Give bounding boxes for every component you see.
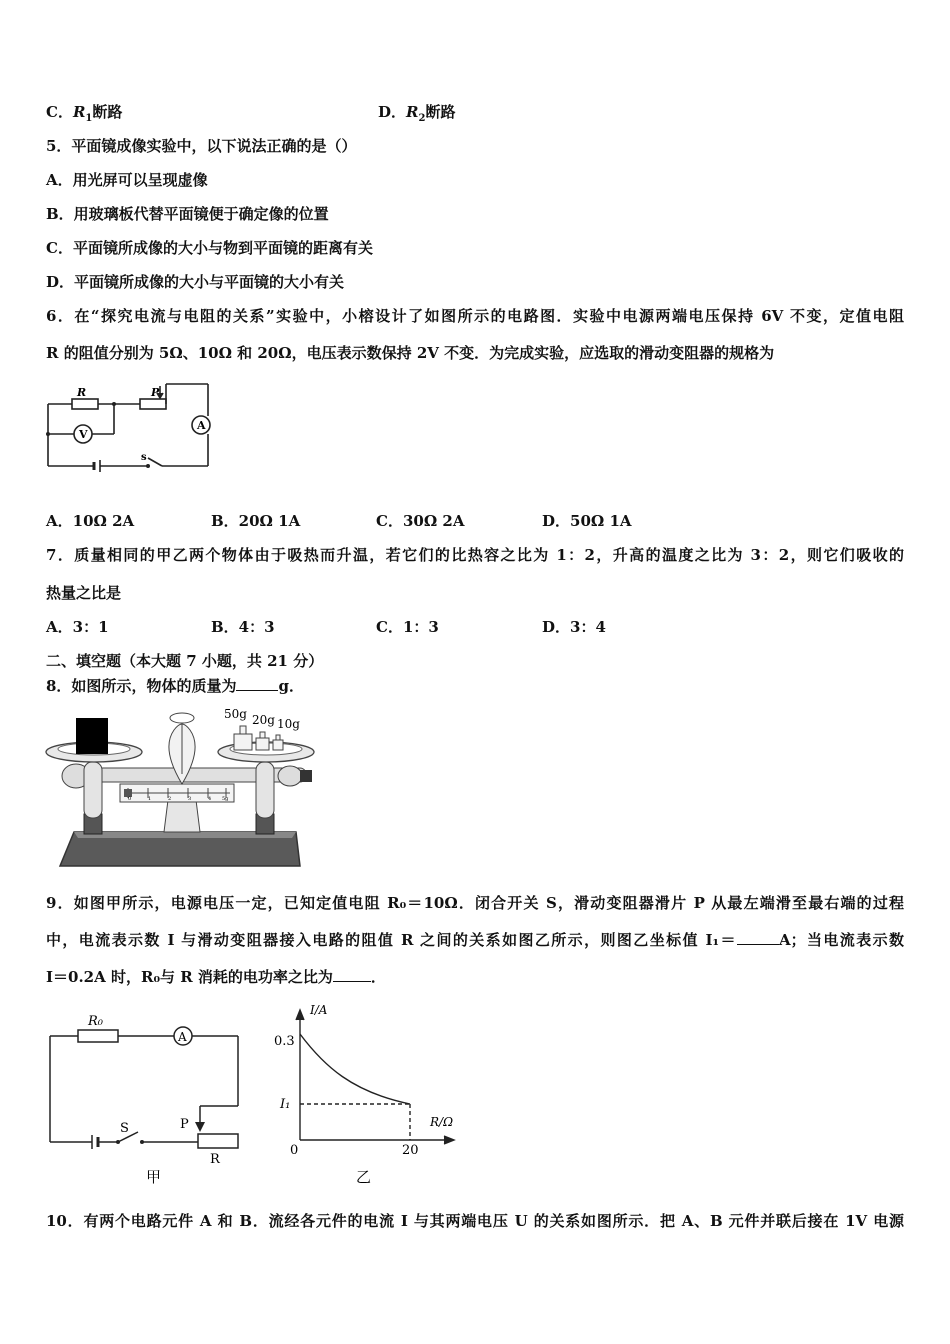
svg-text:2: 2 bbox=[168, 796, 172, 802]
q9-line2: 中，电流表示数 I 与滑动变阻器接入电路的阻值 R 之间的关系如图乙所示，则图乙坐标值 I₁＝ A；当电流表示数 bbox=[46, 931, 904, 949]
balance-scale-figure bbox=[44, 704, 326, 870]
answer-blank-power-ratio bbox=[333, 967, 371, 982]
q9-line3: I＝0.2A 时，R₀与 R 消耗的电功率之比为 ． bbox=[46, 968, 386, 986]
q5-option-a: A．用光屏可以呈现虚像 bbox=[46, 171, 208, 189]
q7-option-a: A．3：1 bbox=[46, 618, 109, 636]
label-ammeter: A bbox=[178, 1030, 187, 1044]
label-switch-s: S bbox=[120, 1121, 129, 1136]
section-title-fill-in: 二、填空题（本大题 7 小题，共 21 分） bbox=[46, 652, 324, 670]
label-rheostat-r: R bbox=[210, 1152, 220, 1167]
y-tick-0-3: 0.3 bbox=[274, 1034, 295, 1049]
caption-yi: 乙 bbox=[356, 1168, 372, 1186]
q8-stem: 8．如图所示，物体的质量为 g． bbox=[46, 677, 304, 695]
q6-option-d: D．50Ω 1A bbox=[542, 512, 632, 530]
svg-text:0: 0 bbox=[128, 796, 132, 802]
q6-label-r: R bbox=[77, 386, 87, 399]
q6-option-c: C．30Ω 2A bbox=[376, 512, 465, 530]
q6-label-a: A bbox=[197, 419, 206, 432]
q6-stem-line2: R 的阻值分别为 5Ω、10Ω 和 20Ω，电压表示数保持 2V 不变．为完成实验，应选取的滑动变阻器的规格为 bbox=[46, 344, 775, 362]
option-c-r1-open: C．$R_1$断路 bbox=[46, 103, 123, 124]
q6-circuit-figure bbox=[44, 376, 216, 476]
answer-blank bbox=[236, 676, 278, 691]
q5-stem: 5．平面镜成像实验中，以下说法正确的是（） bbox=[46, 137, 357, 155]
y-axis-label: I/A bbox=[310, 1003, 328, 1017]
label-50g: 50g bbox=[224, 707, 247, 721]
weight-10g bbox=[273, 740, 283, 750]
svg-text:4: 4 bbox=[208, 796, 212, 802]
caption-jia: 甲 bbox=[146, 1168, 162, 1186]
q5-option-b: B．用玻璃板代替平面镜便于确定像的位置 bbox=[46, 205, 329, 223]
q9-graph-yi bbox=[272, 1000, 472, 1190]
weight-50g bbox=[234, 734, 252, 750]
svg-text:5g: 5g bbox=[222, 796, 229, 802]
origin-label: 0 bbox=[290, 1143, 299, 1158]
label-slider-p: P bbox=[180, 1117, 189, 1132]
q5-option-d: D．平面镜所成像的大小与平面镜的大小有关 bbox=[46, 273, 345, 291]
q7-stem-line2: 热量之比是 bbox=[46, 584, 122, 602]
q10-line1: 10．有两个电路元件 A 和 B．流经各元件的电流 I 与其两端电压 U 的关系如图所示．把 A、B 元件并联后接在 1V 电源 bbox=[46, 1212, 904, 1230]
y-tick-i1: I₁ bbox=[280, 1097, 291, 1112]
q5-option-c: C．平面镜所成像的大小与物到平面镜的距离有关 bbox=[46, 239, 373, 257]
q6-option-a: A．10Ω 2A bbox=[46, 512, 135, 530]
label-10g: 10g bbox=[277, 717, 300, 731]
answer-blank-i1 bbox=[737, 930, 779, 945]
q6-option-b: B．20Ω 1A bbox=[211, 512, 301, 530]
q7-option-d: D．3：4 bbox=[542, 618, 606, 636]
q6-stem-line1: 6．在“探究电流与电阻的关系”实验中，小榕设计了如图所示的电路图．实验中电源两端电压保持 6V 不变，定值电阻 bbox=[46, 307, 904, 325]
q6-label-v: V bbox=[79, 428, 88, 441]
q7-option-b: B．4：3 bbox=[211, 618, 275, 636]
option-d-r2-open: D．$R_2$断路 bbox=[378, 103, 456, 124]
q7-option-c: C．1：3 bbox=[376, 618, 439, 636]
label-20g: 20g bbox=[252, 713, 275, 727]
q6-label-p: P bbox=[151, 386, 160, 399]
q9-line1: 9．如图甲所示，电源电压一定，已知定值电阻 R₀＝10Ω．闭合开关 S，滑动变阻器滑片 P 从最左端滑至最右端的过程 bbox=[46, 894, 904, 912]
svg-text:3: 3 bbox=[188, 796, 192, 802]
x-tick-20: 20 bbox=[402, 1143, 419, 1158]
weight-20g bbox=[256, 738, 269, 750]
q9-circuit-jia bbox=[46, 1010, 246, 1190]
object-block bbox=[76, 718, 108, 754]
q6-label-s: s bbox=[141, 452, 147, 463]
q7-stem-line1: 7．质量相同的甲乙两个物体由于吸热而升温，若它们的比热容之比为 1：2，升高的温度之比为 3：2，则它们吸收的 bbox=[46, 546, 904, 564]
label-r0: R₀ bbox=[88, 1014, 103, 1029]
x-axis-label: R/Ω bbox=[430, 1115, 454, 1129]
svg-text:1: 1 bbox=[148, 796, 152, 802]
